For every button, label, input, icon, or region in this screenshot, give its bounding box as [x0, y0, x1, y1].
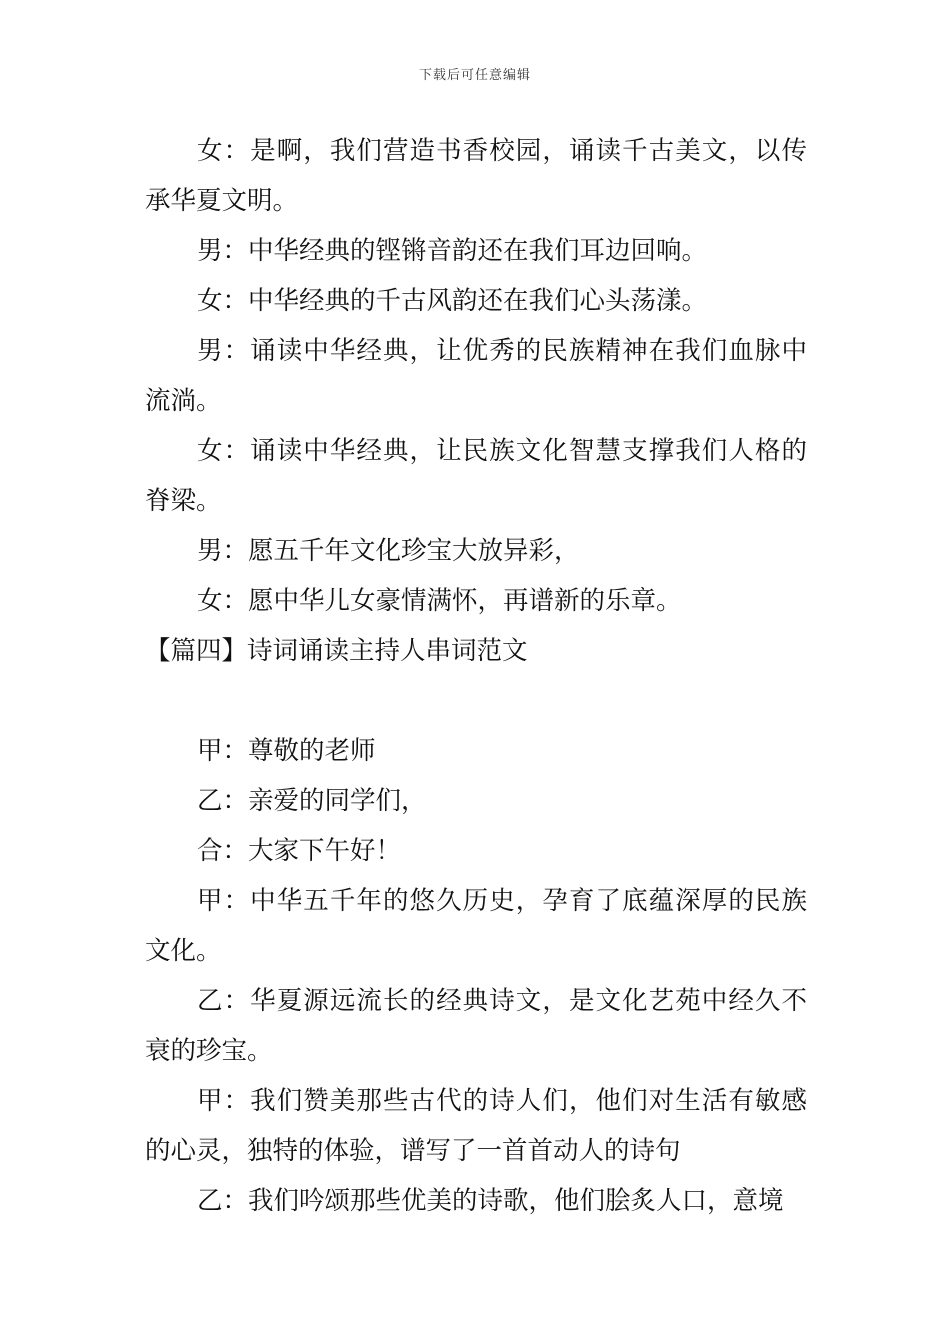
dialogue-line: 乙：亲爱的同学们，: [197, 786, 427, 816]
dialogue-line: 乙：我们吟颂那些优美的诗歌，他们脍炙人口，意境: [197, 1186, 784, 1216]
dialogue-line: 女：中华经典的千古风韵还在我们心头荡漾。: [197, 286, 708, 316]
dialogue-line: 男：中华经典的铿锵音韵还在我们耳边回响。: [197, 236, 708, 266]
dialogue-line: 女：愿中华儿女豪情满怀，再谱新的乐章。: [197, 586, 682, 616]
section-heading: 【篇四】诗词诵读主持人串词范文: [145, 636, 528, 666]
dialogue-line: 合：大家下午好！: [197, 836, 402, 866]
dialogue-line: 乙：华夏源远流长的经典诗文，是文化艺苑中经久不衰的珍宝。: [145, 986, 807, 1066]
blank-line: [145, 676, 807, 726]
dialogue-line: 女：诵读中华经典，让民族文化智慧支撑我们人格的脊梁。: [145, 436, 807, 516]
page-header: 下载后可任意编辑: [418, 68, 531, 83]
dialogue-line: 甲：尊敬的老师: [197, 736, 376, 766]
dialogue-line: 男：诵读中华经典，让优秀的民族精神在我们血脉中流淌。: [145, 336, 807, 416]
dialogue-line: 男：愿五千年文化珍宝大放异彩，: [197, 536, 580, 566]
document-body: [145, 126, 807, 1226]
dialogue-line: 甲：中华五千年的悠久历史，孕育了底蕴深厚的民族文化。: [145, 886, 807, 966]
dialogue-line: 女：是啊，我们营造书香校园，诵读千古美文，以传承华夏文明。: [145, 136, 807, 216]
dialogue-line: 甲：我们赞美那些古代的诗人们，他们对生活有敏感的心灵，独特的体验，谱写了一首首动人的诗句: [145, 1086, 807, 1166]
